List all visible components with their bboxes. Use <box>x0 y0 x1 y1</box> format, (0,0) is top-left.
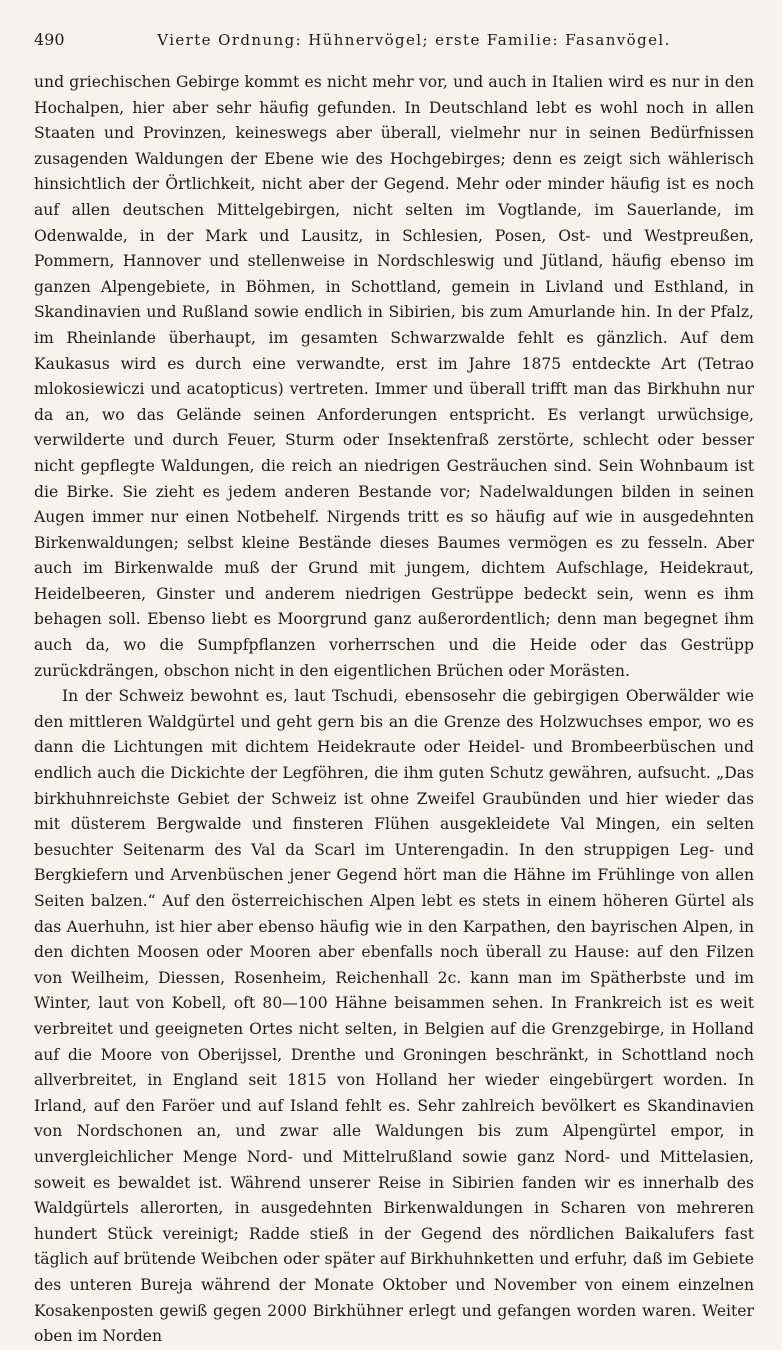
page-header <box>34 30 754 56</box>
page-number: 490 <box>34 30 65 49</box>
running-head: Vierte Ordnung: Hühnervögel; erste Familie: Fasanvögel. <box>157 31 671 49</box>
page-body <box>34 70 754 1350</box>
paragraph: In der Schweiz bewohnt es, laut Tschudi, ebensosehr die gebirgigen Oberwälder wie den mittleren Waldgürtel und geht gern bis an die Grenze des Holzwuchses empor, wo es dann die Lichtungen mit dichtem Heidekraute oder Heidel- und Brombeerbüschen und endlich auch die Dickichte der Legföhren, die ihm guten Schutz gewähren, aufsucht. „Das birkhuhnreichste Gebiet der Schweiz ist ohne Zweifel Graubünden und hier wieder das mit düsterem Bergwalde und finsteren Flühen ausgekleidete Val Mingen, ein selten besuchter Seitenarm des Val da Scarl im Unterengadin. In den struppigen Leg- und Bergkiefern und Arvenbüschen jener Gegend hört man die Hähne im Frühlinge von allen Seiten balzen.“ Auf den österreichischen Alpen lebt es stets in einem höheren Gürtel als das Auerhuhn, ist hier aber ebenso häufig wie in den Karpathen, den bayrischen Alpen, in den dichten Moosen oder Mooren aber ebenfalls noch überall zu Hause: auf den Filzen von Weilheim, Diessen, Rosenheim, Reichenhall 2c. kann man im Spätherbste und im Winter, laut von Kobell, oft 80—100 Hähne beisammen sehen. In Frankreich ist es weit verbreitet und geeigneten Ortes nicht selten, in Belgien auf die Grenzgebirge, in Holland auf die Moore von Oberijssel, Drenthe und Groningen beschränkt, in Schottland noch allverbreitet, in England seit 1815 von Holland her wieder eingebürgert worden. In Irland, auf den Faröer und auf Island fehlt es. Sehr zahlreich bevölkert es Skandinavien von Nordschonen an, und zwar alle Waldungen bis zum Alpengürtel empor, in unvergleichlicher Menge Nord- und Mittelrußland sowie ganz Nord- und Mittelasien, soweit es bewaldet ist. Während unserer Reise in Sibirien fanden wir es innerhalb des Waldgürtels allerorten, in ausgedehnten Birkenwaldungen in Scharen von mehreren hundert Stück vereinigt; Radde stieß in der Gegend des nördlichen Baikalufers fast täglich auf brütende Weibchen oder später auf Birkhuhnketten und erfuhr, daß im Gebiete des unteren Bureja während der Monate Oktober und November von einem einzelnen Kosakenposten gewiß gegen 2000 Birkhühner erlegt und gefangen worden waren. Weiter oben im Norden <box>34 687 754 1346</box>
paragraph: und griechischen Gebirge kommt es nicht mehr vor, und auch in Italien wird es nur in den Hochalpen, hier aber sehr häufig gefunden. In Deutschland lebt es wohl noch in allen Staaten und Provinzen, keineswegs aber überall, vielmehr nur in seinen Bedürfnissen zusagenden Waldungen der Ebene wie des Hochgebirges; denn es zeigt sich wählerisch hinsichtlich der Örtlichkeit, nicht aber der Gegend. Mehr oder minder häufig ist es noch auf allen deutschen Mittelgebirgen, nicht selten im Vogtlande, im Sauerlande, im Odenwalde, in der Mark und Lausitz, in Schlesien, Posen, Ost- und Westpreußen, Pommern, Hannover und stellenweise in Nordschleswig und Jütland, häufig ebenso im ganzen Alpengebiete, in Böhmen, in Schottland, gemein in Livland und Esthland, in Skandinavien und Rußland sowie endlich in Sibirien, bis zum Amurlande hin. In der Pfalz, im Rheinlande überhaupt, im gesamten Schwarzwalde fehlt es gänzlich. Auf dem Kaukasus wird es durch eine verwandte, erst im Jahre 1875 entdeckte Art (Tetrao mlokosiewiczi und acatopticus) vertreten. Immer und überall trifft man das Birkhuhn nur da an, wo das Gelände seinen Anforderungen entspricht. Es verlangt urwüchsige, verwilderte und durch Feuer, Sturm oder Insektenfraß zerstörte, schlecht oder besser nicht gepflegte Waldungen, die reich an niedrigen Gesträuchen sind. Sein Wohnbaum ist die Birke. Sie zieht es jedem anderen Bestande vor; Nadelwaldungen bilden in seinen Augen immer nur einen Notbehelf. Nirgends tritt es so häufig auf wie in ausgedehnten Birkenwaldungen; selbst kleine Bestände dieses Baumes vermögen es zu fesseln. Aber auch im Birkenwalde muß der Grund mit jungem, dichtem Aufschlage, Heidekraut, Heidelbeeren, Ginster und anderem niedrigen Gestrüppe bedeckt sein, wenn es ihm behagen soll. Ebenso liebt es Moorgrund ganz außerordentlich; denn man begegnet ihm auch da, wo die Sumpfpflanzen vorherrschen und die Heide oder das Gestrüpp zurückdrängen, obschon nicht in den eigentlichen Brüchen oder Morästen. <box>34 73 754 680</box>
